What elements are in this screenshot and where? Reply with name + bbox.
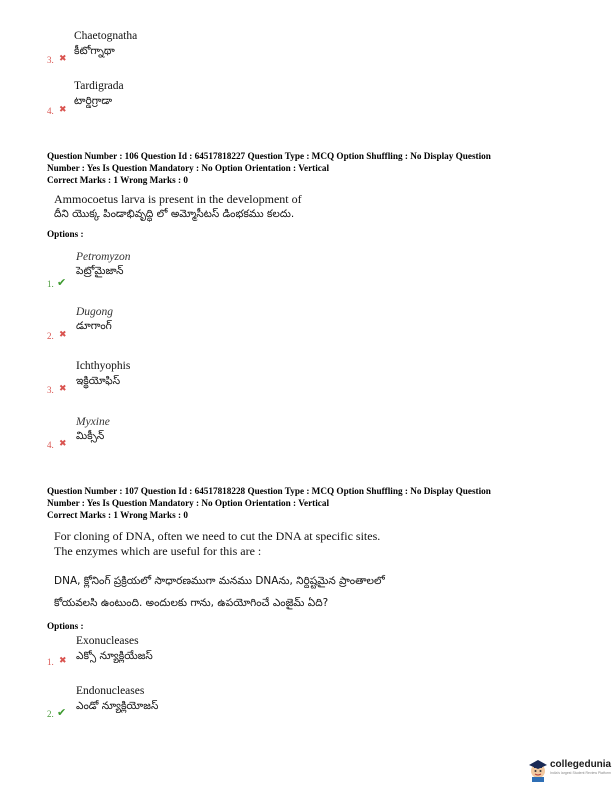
cross-icon: ✖: [59, 439, 67, 449]
question-marks: Correct Marks : 1 Wrong Marks : 0: [47, 510, 188, 520]
cross-icon: ✖: [59, 384, 67, 394]
question-header: [47, 150, 587, 186]
check-icon: ✔: [57, 706, 67, 719]
question-text-en: For cloning of DNA, often we need to cut the DNA at specific sites.: [54, 529, 381, 543]
collegedunia-logo: [528, 756, 612, 784]
option-number: 2.: [47, 331, 54, 341]
graduate-avatar-icon: [528, 758, 548, 782]
option-text-te: ఎండో న్యూక్లియోజస్: [76, 700, 159, 712]
option-text-te: కీటోగ్నాథా: [74, 45, 115, 57]
option-number: 4.: [47, 440, 54, 450]
option-text-en: Ichthyophis: [76, 360, 131, 372]
question-text-te: DNA, క్లోనింగ్ ప్రక్రియలో సాధారణముగా మనము DNAను, నిర్దిష్టమైన ప్రాంతాలలో: [54, 575, 385, 587]
option-text-en: Myxine: [76, 416, 110, 428]
option-text-te: ఇక్థియోఫిస్: [76, 375, 121, 387]
options-label: Options :: [47, 229, 84, 239]
option-number: 1.: [47, 657, 54, 667]
option-number: 3.: [47, 385, 54, 395]
question-header: [47, 485, 587, 521]
option-text-te: ఎక్సో న్యూక్లియేజస్: [76, 650, 153, 662]
option-number: 1.: [47, 279, 54, 289]
option-text-en: Chaetognatha: [74, 30, 138, 42]
question-header-line: Number : Yes Is Question Mandatory : No Option Orientation : Vertical: [47, 163, 329, 173]
logo-name: collegedunia: [550, 759, 612, 770]
cross-icon: ✖: [59, 656, 67, 666]
question-text-te: దీని యొక్క పిండాభివృద్ధి లో అమ్మోసీటస్ డింభకము కలదు.: [54, 208, 295, 220]
options-label: Options :: [47, 621, 84, 631]
question-marks: Correct Marks : 1 Wrong Marks : 0: [47, 175, 188, 185]
question-text-te: కోయవలసి ఉంటుంది. అందులకు గాను, ఉపయోగించే ఎంజైమ్ ఏది?: [54, 597, 329, 609]
option-text-en: Tardigrada: [74, 80, 124, 92]
question-text-en: The enzymes which are useful for this are :: [54, 544, 262, 558]
option-text-te: టార్డిగ్రాడా: [74, 95, 113, 107]
option-text-te: పెట్రోమైజాన్: [76, 265, 124, 277]
option-text-te: మిక్సీన్: [76, 430, 105, 442]
cross-icon: ✖: [59, 105, 67, 115]
question-header-line: Question Number : 106 Question Id : 64517818227 Question Type : MCQ Option Shuffling : No Display Question: [47, 151, 491, 161]
option-text-en: Dugong: [76, 306, 114, 318]
question-header-line: Question Number : 107 Question Id : 64517818228 Question Type : MCQ Option Shuffling : No Display Question: [47, 486, 491, 496]
option-text-en: Endonucleases: [76, 685, 145, 697]
option-text-en: Petromyzon: [76, 251, 131, 263]
option-number: 4.: [47, 106, 54, 116]
option-text-en: Exonucleases: [76, 635, 139, 647]
option-number: 2.: [47, 709, 54, 719]
cross-icon: ✖: [59, 54, 67, 64]
cross-icon: ✖: [59, 330, 67, 340]
question-text-en: Ammocoetus larva is present in the development of: [54, 192, 302, 206]
check-icon: ✔: [57, 276, 67, 289]
logo-tagline: India's largest Student Review Platform: [550, 771, 611, 775]
question-header-line: Number : Yes Is Question Mandatory : No Option Orientation : Vertical: [47, 498, 329, 508]
option-number: 3.: [47, 55, 54, 65]
option-text-te: డూగాంగ్: [76, 320, 112, 332]
